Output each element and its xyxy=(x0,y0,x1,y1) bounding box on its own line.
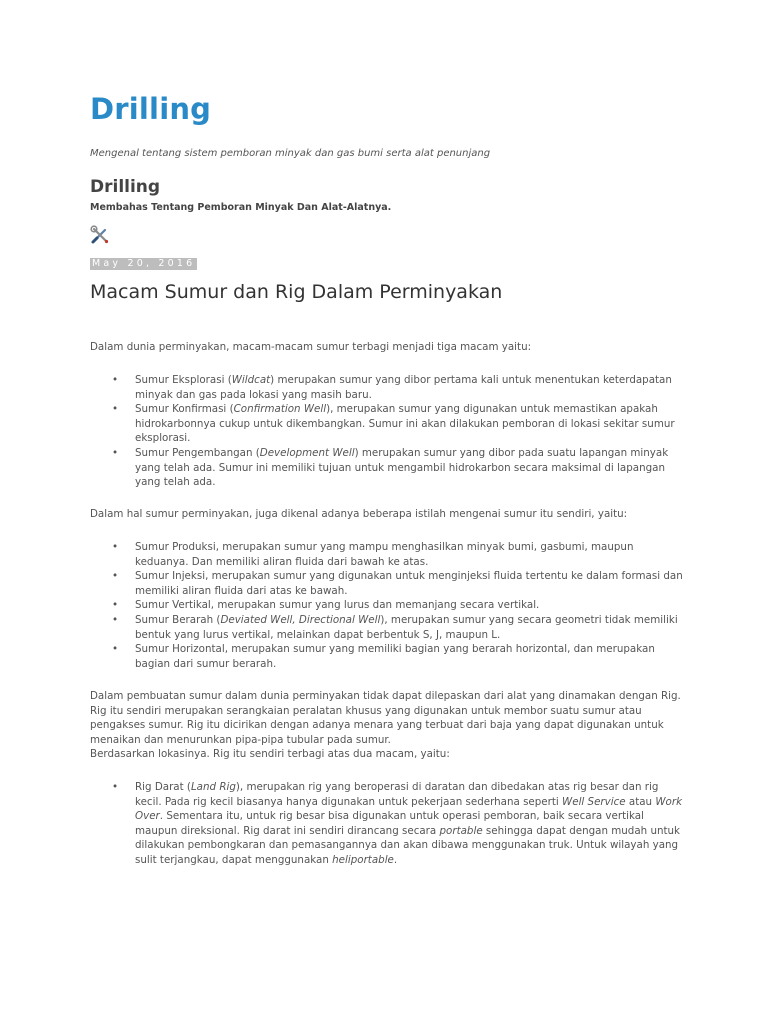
post-body xyxy=(90,340,682,355)
list-item: • Sumur Berarah (Deviated Well, Directional Well), merupakan sumur yang secara geometri tidak memiliki bentuk yang lurus vertikal, melainkan dapat berbentuk S, J, maupun L. xyxy=(90,613,683,642)
post-title[interactable]: Macam Sumur dan Rig Dalam Perminyakan xyxy=(90,281,503,303)
site-title[interactable]: Drilling xyxy=(90,92,212,126)
blog-subtitle: Membahas Tentang Pemboran Minyak Dan Alat-Alatnya. xyxy=(90,202,392,213)
rig-types-list xyxy=(90,780,682,868)
blog-title[interactable]: Drilling xyxy=(90,177,161,197)
intro-paragraph-2: Dalam hal sumur perminyakan, juga dikenal adanya beberapa istilah mengenai sumur itu sendiri, yaitu: xyxy=(90,508,628,520)
post-date: May 20, 2016 xyxy=(92,258,196,269)
list-item: • Sumur Produksi, merupakan sumur yang mampu menghasilkan minyak bumi, gasbumi, maupun keduanya. Dan memiliki aliran fluida dari bawah ke atas. xyxy=(90,540,683,569)
list-item: • Sumur Pengembangan (Development Well) merupakan sumur yang dibor pada suatu lapangan minyak yang telah ada. Sumur ini memiliki tujuan untuk mengambil hidrokarbon secara maksimal di lapangan yang telah ada. xyxy=(90,446,683,490)
tools-icon[interactable] xyxy=(90,225,110,245)
rig-location-paragraph: Berdasarkan lokasinya. Rig itu sendiri terbagi atas dua macam, yaitu: xyxy=(90,748,450,761)
post-body-3 xyxy=(90,689,682,762)
post-body-2 xyxy=(90,507,682,522)
list-item: • Sumur Injeksi, merupakan sumur yang digunakan untuk menginjeksi fluida tertentu ke dalam formasi dan memiliki aliran fluida dari atas ke bawah. xyxy=(90,569,683,598)
list-item: • Sumur Vertikal, merupakan sumur yang lurus dan memanjang secara vertikal. xyxy=(90,598,683,613)
well-terms-list xyxy=(90,540,682,671)
rig-paragraph: Dalam pembuatan sumur dalam dunia perminyakan tidak dapat dilepaskan dari alat yang dinamakan dengan Rig. Rig itu sendiri merupakan serangkaian peralatan khusus yang digunakan untuk membor suatu sumur atau pengakses sumur. Rig itu dicirikan dengan adanya menara yang terbuat dari baja yang dapat digunakan untuk menaikan dan menurunkan pipa-pipa tubular pada sumur. xyxy=(90,690,681,746)
list-item: • Sumur Eksplorasi (Wildcat) merupakan sumur yang dibor pertama kali untuk menentukan keterdapatan minyak dan gas pada lokasi yang masih baru. xyxy=(90,373,683,402)
site-description: Mengenal tentang sistem pemboran minyak dan gas bumi serta alat penunjang xyxy=(90,148,491,159)
well-types-list xyxy=(90,373,682,490)
list-item: • Sumur Horizontal, merupakan sumur yang memiliki bagian yang berarah horizontal, dan merupakan bagian dari sumur berarah. xyxy=(90,642,683,671)
list-item: • Rig Darat (Land Rig), merupakan rig yang beroperasi di daratan dan dibedakan atas rig besar dan rig kecil. Pada rig kecil biasanya hanya digunakan untuk pekerjaan sederhana seperti Well Service atau Work Over. Sementara itu, untuk rig besar bisa digunakan untuk operasi pemboran, baik secara vertikal maupun direksional. Rig darat ini sendiri dirancang secara portable sehingga dapat dengan mudah untuk dilakukan pembongkaran dan pemasangannya dan akan dibawa menggunakan truk. Untuk wilayah yang sulit terjangkau, dapat menggunakan heliportable. xyxy=(90,780,683,868)
intro-paragraph-1: Dalam dunia perminyakan, macam-macam sumur terbagi menjadi tiga macam yaitu: xyxy=(90,341,532,353)
list-item: • Sumur Konfirmasi (Confirmation Well), merupakan sumur yang digunakan untuk memastikan apakah hidrokarbonnya cukup untuk dikembangkan. Sumur ini akan dilakukan pemboran di lokasi sekitar sumur eksplorasi. xyxy=(90,402,683,446)
